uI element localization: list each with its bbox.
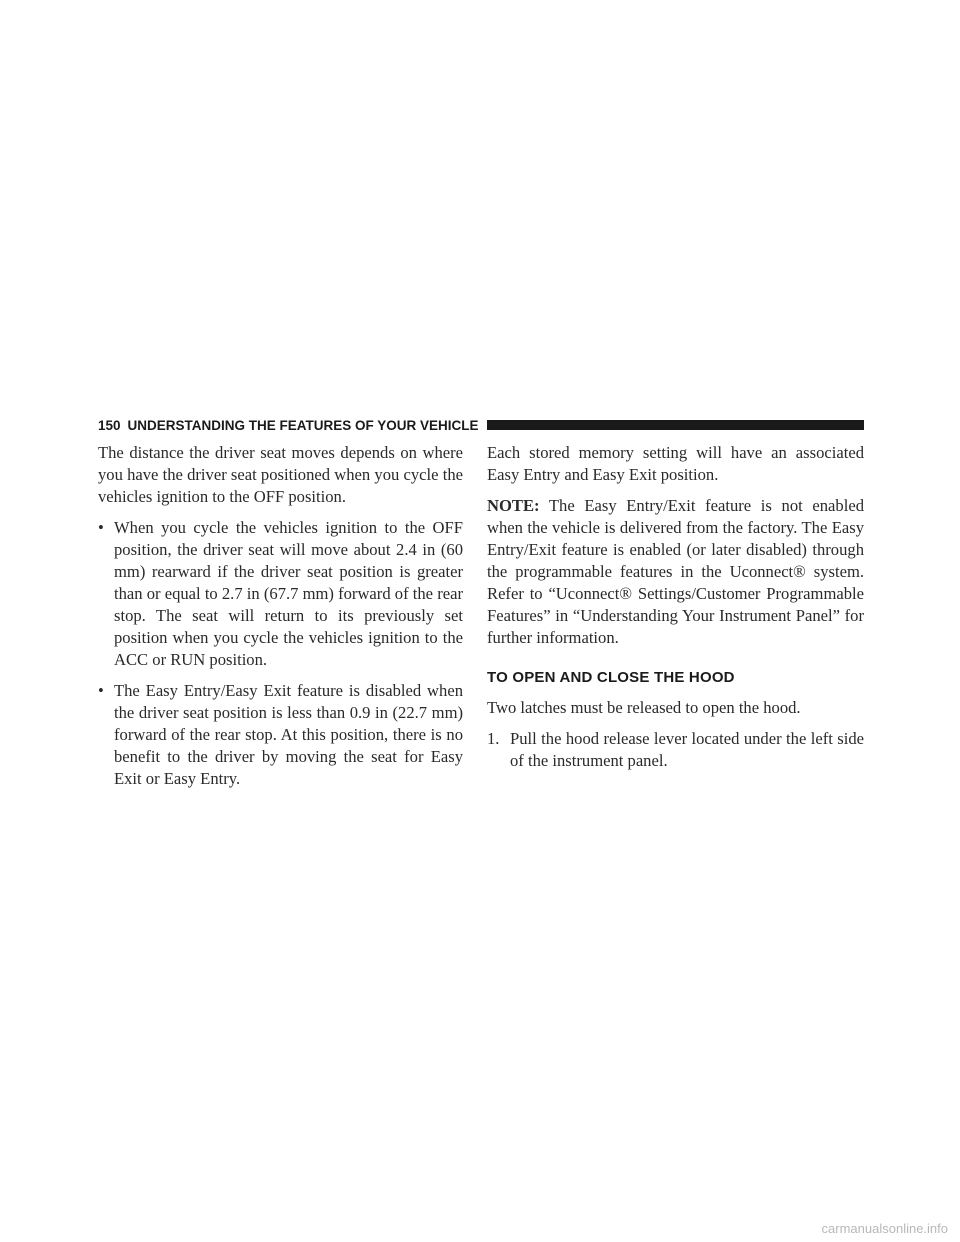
bullet-item	[98, 517, 463, 671]
note-paragraph	[487, 495, 864, 649]
right-column	[487, 442, 864, 772]
steps-list	[487, 728, 864, 772]
bullet-text: When you cycle the vehicles ignition to the OFF position, the driver seat will move about 2.4 in (60 mm) rearward if the driver seat position is greater than or equal to 2.7 in (67.7 mm) forward of the rear stop. The seat will return to its previously set position when you cycle the vehicles ignition to the ACC or RUN position.	[114, 518, 463, 669]
watermark: carmanualsonline.info	[821, 1221, 948, 1236]
bullet-glyph: •	[98, 518, 104, 537]
step-item	[487, 728, 864, 772]
bullet-list	[98, 517, 463, 790]
note-label: NOTE:	[487, 496, 540, 515]
header-rule	[487, 420, 864, 430]
bullet-text: The Easy Entry/Easy Exit feature is disabled when the driver seat position is less than 0.9 in (22.7 mm) forward of the rear stop. At this position, there is no benefit to the driver by moving the seat for Easy Exit or Easy Entry.	[114, 681, 463, 788]
page-header	[98, 414, 864, 436]
step-text: Pull the hood release lever located under the left side of the instrument panel.	[510, 729, 864, 770]
left-column	[98, 442, 463, 799]
note-text: The Easy Entry/Exit feature is not enabled when the vehicle is delivered from the factory. The Easy Entry/Exit feature is enabled (or later disabled) through the programmable features in the Uconnect® system. Refer to “Uconnect® Settings/Customer Programmable Features” in “Understanding Your Instrument Panel” for further information.	[487, 496, 864, 647]
bullet-glyph: •	[98, 681, 104, 700]
hood-intro: Two latches must be released to open the hood.	[487, 698, 801, 717]
section-title: UNDERSTANDING THE FEATURES OF YOUR VEHICLE	[127, 417, 479, 433]
intro-paragraph: The distance the driver seat moves depends on where you have the driver seat positioned when you cycle the vehicles ignition to the OFF position.	[98, 443, 463, 506]
bullet-item	[98, 680, 463, 790]
page-number: 150	[98, 417, 121, 433]
memory-paragraph: Each stored memory setting will have an associated Easy Entry and Easy Exit position.	[487, 443, 864, 484]
step-number: 1.	[487, 729, 500, 748]
hood-heading: TO OPEN AND CLOSE THE HOOD	[487, 669, 735, 686]
